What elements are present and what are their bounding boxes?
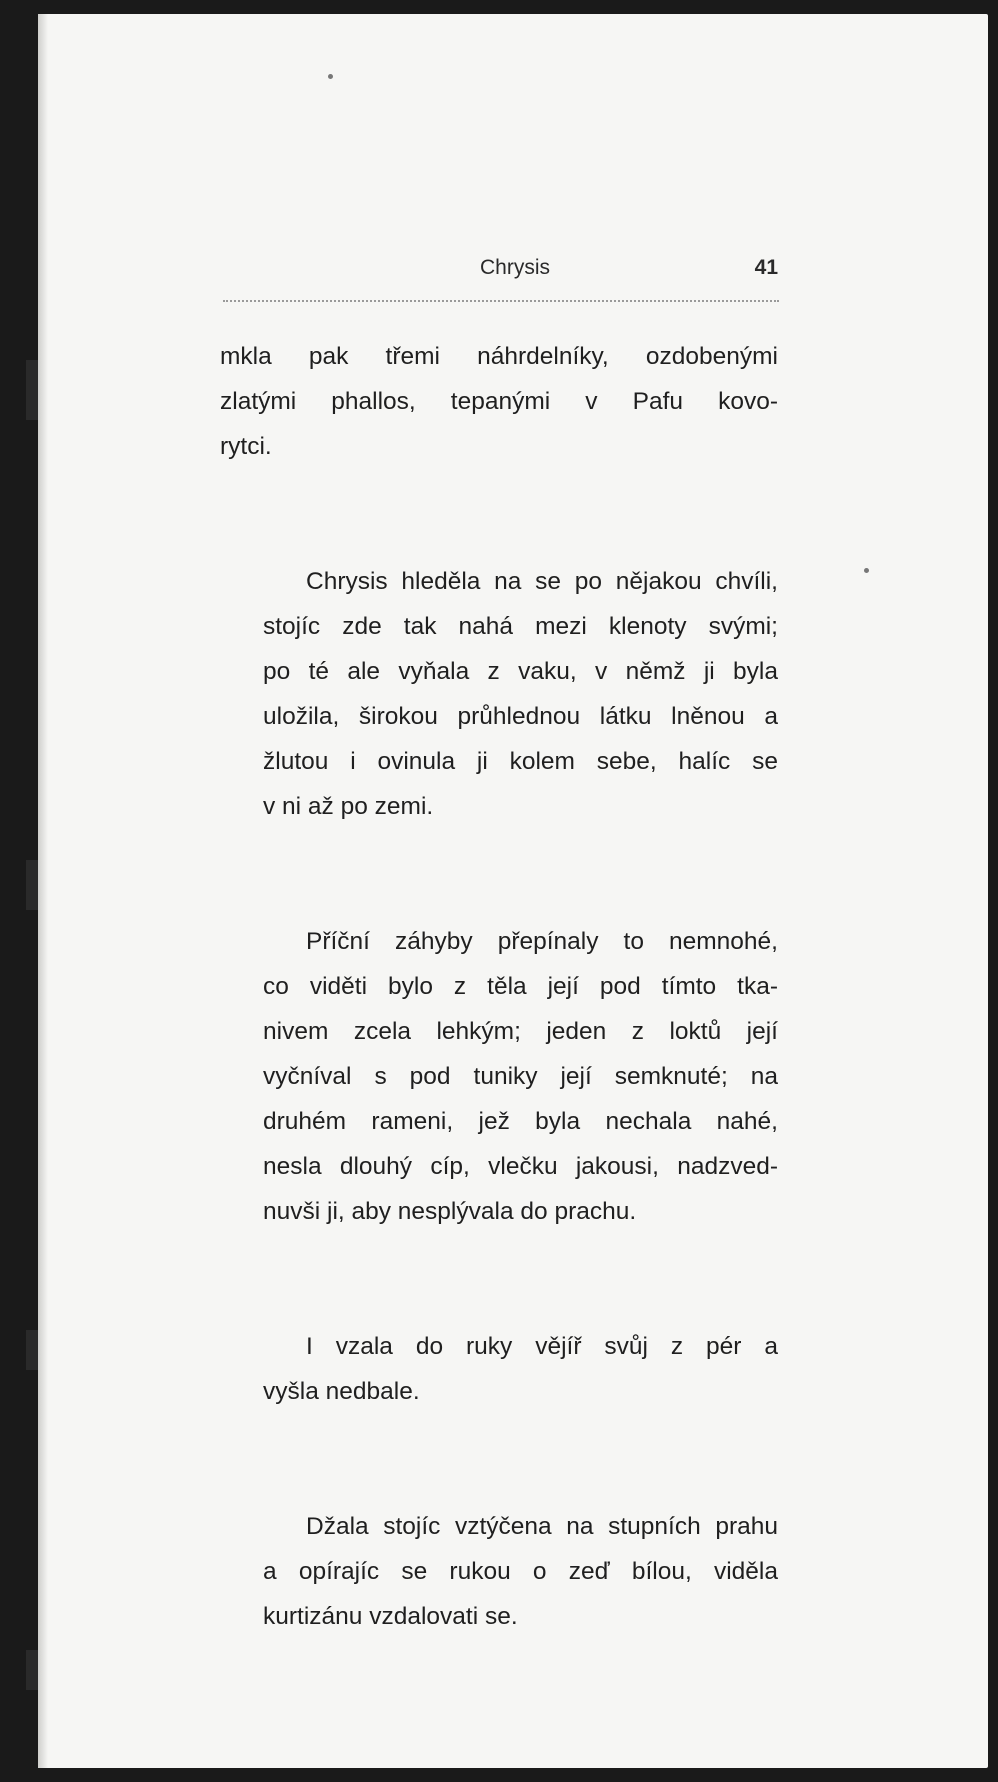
paragraph — [220, 1324, 778, 1414]
text-line: v ni až po zemi. — [263, 793, 434, 820]
text-line: zlatými phallos, tepanými v Pafu kovo- — [220, 388, 778, 415]
text-line: mkla pak třemi náhrdelníky, ozdobenými — [220, 343, 778, 370]
header-rule — [223, 300, 779, 302]
text-line: nivem zcela lehkým; jeden z loktů její — [263, 1018, 778, 1045]
page-binding-edge — [38, 14, 48, 1768]
book-page — [38, 14, 988, 1768]
scan-speck — [328, 74, 333, 79]
running-title: Chrysis — [480, 256, 551, 279]
paragraph-gap — [220, 1414, 778, 1504]
text-line: co viděti bylo z těla její pod tímto tka- — [263, 973, 778, 1000]
paragraph-gap — [220, 1234, 778, 1324]
text-line: vyšla nedbale. — [263, 1378, 420, 1405]
paragraph-gap — [220, 469, 778, 559]
paragraph — [220, 1504, 778, 1639]
text-line: Příční záhyby přepínaly to nemnohé, — [306, 928, 778, 955]
text-line: uložila, širokou průhlednou látku lněnou a — [263, 703, 778, 730]
text-line: žlutou i ovinula ji kolem sebe, halíc se — [263, 748, 778, 775]
text-line: I vzala do ruky vějíř svůj z pér a — [306, 1333, 778, 1360]
text-line: vyčníval s pod tuniky její semknuté; na — [263, 1063, 778, 1090]
text-line: a opírajíc se rukou o zeď bílou, viděla — [263, 1558, 778, 1585]
paragraph — [220, 334, 778, 469]
text-line: po té ale vyňala z vaku, v němž ji byla — [263, 658, 778, 685]
scan-speck — [864, 568, 869, 573]
binding-mark — [26, 860, 38, 910]
text-line: rytci. — [220, 433, 272, 460]
text-line: nesla dlouhý cíp, vlečku jakousi, nadzved- — [263, 1153, 778, 1180]
text-line: Džala stojíc vztýčena na stupních prahu — [306, 1513, 778, 1540]
binding-mark — [26, 1330, 38, 1370]
paragraph — [220, 559, 778, 829]
paragraph-gap — [220, 829, 778, 919]
binding-mark — [26, 360, 38, 420]
text-line: druhém rameni, jež byla nechala nahé, — [263, 1108, 778, 1135]
running-head — [213, 244, 778, 279]
text-line: stojíc zde tak nahá mezi klenoty svými; — [263, 613, 778, 640]
body-text — [220, 334, 778, 1639]
text-line: nuvši ji, aby nesplývala do prachu. — [263, 1198, 637, 1225]
binding-mark — [26, 1650, 38, 1690]
text-line: kurtizánu vzdalovati se. — [263, 1603, 518, 1630]
text-line: Chrysis hleděla na se po nějakou chvíli, — [306, 568, 778, 595]
page-number: 41 — [754, 256, 778, 279]
paragraph — [220, 919, 778, 1234]
